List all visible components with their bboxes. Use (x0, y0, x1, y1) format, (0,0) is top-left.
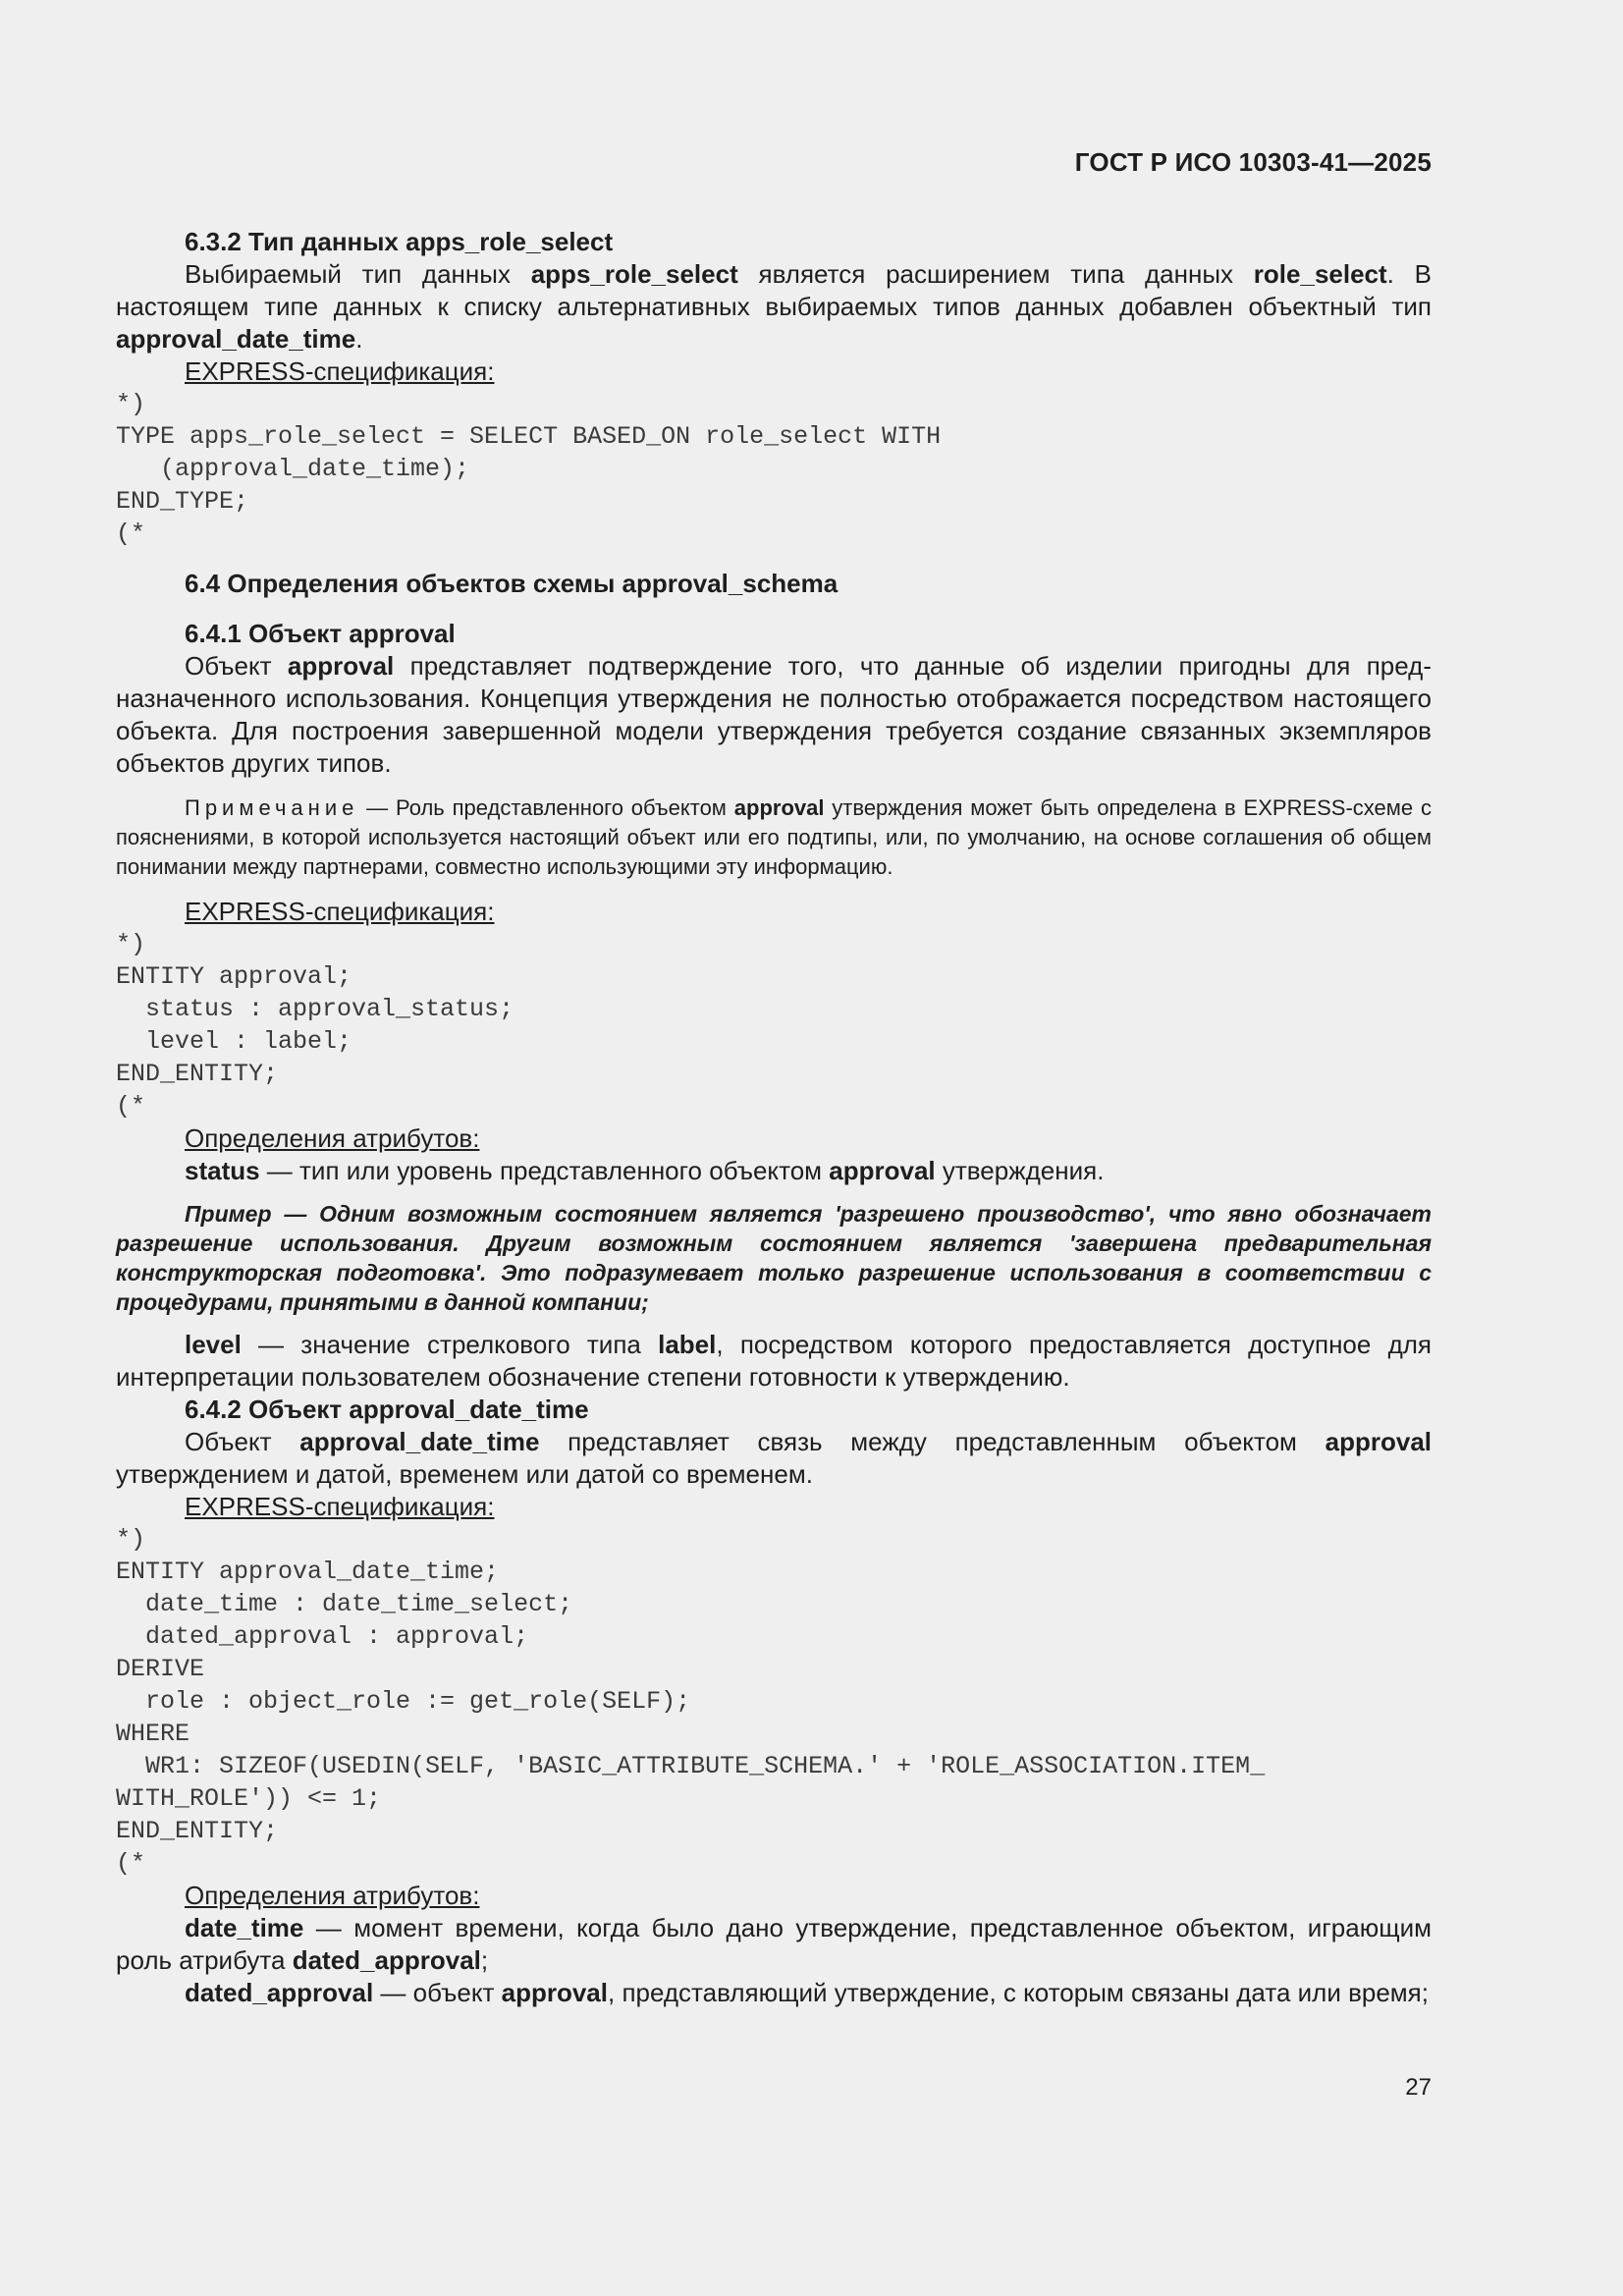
page-number: 27 (1405, 2074, 1432, 2101)
section-6-4-2-paragraph: Объект approval_date_time представляет связь между представленным объектом approval утверждением и датой, временем или датой со временем. (116, 1427, 1433, 1489)
note-label: Примечание (185, 795, 359, 820)
page-content (116, 226, 1432, 2009)
express-spec-label: EXPRESS-спецификация: (185, 356, 495, 386)
bold-term: dated_approval (292, 1945, 481, 1975)
attribute-definitions-label: Определения атрибутов: (185, 1123, 480, 1153)
bold-term: dated_approval (185, 1978, 374, 2007)
bold-term: approval (1325, 1427, 1433, 1456)
document-code-header: ГОСТ Р ИСО 10303-41—2025 (1074, 147, 1432, 177)
bold-term: approval_date_time (299, 1427, 540, 1456)
bold-term: approval (287, 651, 395, 681)
section-6-4-title: 6.4 Определения объектов схемы approval_schema (185, 569, 839, 598)
bold-term: approval (829, 1156, 936, 1185)
attribute-definitions-label: Определения атрибутов: (185, 1881, 480, 1910)
date-time-attribute-definition: date_time — момент времени, когда было дано утверждение, представленное объектом, играющим роль атрибута dated_approval; (116, 1913, 1432, 1975)
section-6-3-2-paragraph: Выбираемый тип данных apps_role_select является расширением типа данных role_select. В настоящем типе данных к списку альтернативных выбираемых типов данных добавлен объектный тип approval_date_time. (116, 259, 1432, 354)
bold-term: role_select (1253, 259, 1387, 289)
bold-term: label (658, 1330, 717, 1359)
express-code-block: *) ENTITY approval_date_time; date_time : date_time_select; dated_approval : approval; DERIVE role : object_role := get_role(SELF); WHERE WR1: SIZEOF(USEDIN(SELF, 'BASIC_ATTRIBUTE_SCHEMA.' + 'ROLE_ASSOCIATION.ITEM_ WITH_ROLE')) <= 1; END_ENTITY; (* (116, 1525, 1266, 1878)
bold-term: status (185, 1156, 260, 1185)
bold-term: approval (501, 1978, 608, 2007)
bold-term: approval_date_time (116, 324, 356, 354)
document-page (116, 0, 1432, 2296)
dated-approval-attribute-definition: dated_approval — объект approval, представляющий утверждение, с которым связаны дата или время; (185, 1978, 1429, 2007)
section-6-3-2-title: 6.3.2 Тип данных apps_role_select (185, 227, 614, 256)
section-6-4-1-paragraph: Объект approval представляет подтверждение того, что данные об изделии пригодны для предназначенного использования. Концепция утверждения не полностью отображается посредством настоящего объекта. Для построения завершенной модели утверждения требуется создание связанных экземпляров объектов других типов. (116, 651, 1432, 778)
express-spec-label: EXPRESS-спецификация: (185, 897, 495, 926)
express-code-block: *) TYPE apps_role_select = SELECT BASED_ON role_select WITH (approval_date_time); END_TYPE; (* (116, 390, 942, 548)
note-text: — Роль представленного объектом approval утверждения может быть определена в EXPRESS-схеме с пояснениями, в которой используется настоящий объект или его подтипы, или, по умолчанию, на основе соглашения об общем понимании между партнерами, совместно использующими эту информацию. (116, 795, 1432, 879)
note-paragraph (116, 793, 1432, 882)
section-6-4-2-title: 6.4.2 Объект approval_date_time (185, 1394, 589, 1424)
bold-term: date_time (185, 1913, 304, 1942)
level-attribute-definition: level — значение стрелкового типа label, посредством которого предоставляется доступное для интерпретации пользователем обозначение степени готовности к утверждению. (116, 1330, 1432, 1392)
bold-term: apps_role_select (530, 259, 738, 289)
example-paragraph: Пример — Одним возможным состоянием является 'разрешено производство', что явно обозначает разрешение использования. Другим возможным состоянием является 'завершена предварительная конструкторская подготовка'. Это подразумевает только разрешение использования в соответствии с процедурами, принятыми в данной компании; (116, 1201, 1432, 1315)
bold-term: approval (733, 795, 825, 820)
express-spec-label: EXPRESS-спецификация: (185, 1492, 495, 1521)
express-code-block: *) ENTITY approval; status : approval_status; level : label; END_ENTITY; (* (116, 930, 514, 1121)
status-attribute-definition: status — тип или уровень представленного объектом approval утверждения. (185, 1156, 1105, 1185)
section-6-4-1-title: 6.4.1 Объект approval (185, 619, 456, 648)
bold-term: level (185, 1330, 242, 1359)
